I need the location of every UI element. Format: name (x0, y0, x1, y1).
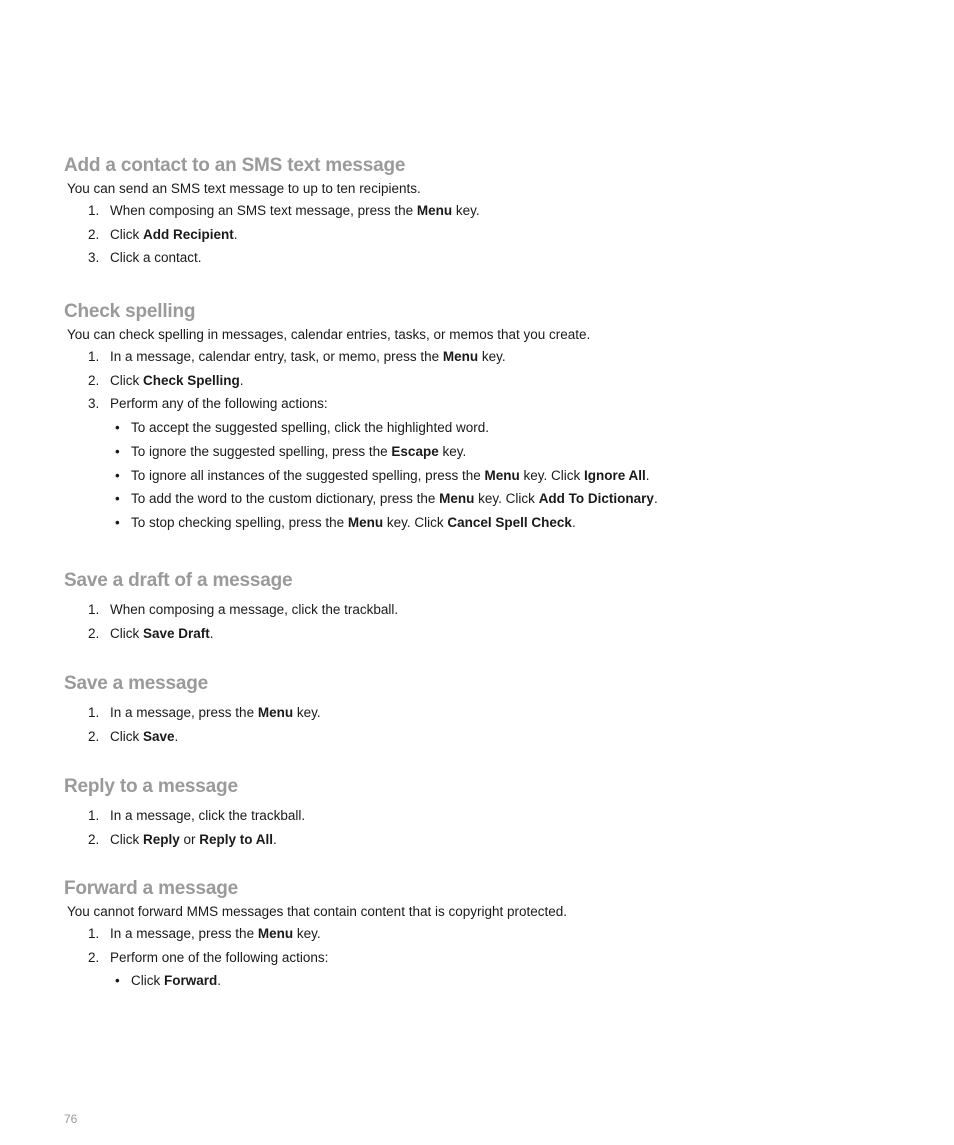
step-text: In a message, click the trackball. (110, 808, 306, 823)
step-text: When composing a message, click the trackball. (110, 602, 399, 617)
step-bold-term: Add Recipient (143, 226, 234, 242)
step-number: 3. (88, 396, 100, 412)
section-intro: You can check spelling in messages, calendar entries, tasks, or memos that you create. (67, 327, 591, 342)
bullet-text: key. Click (474, 491, 539, 507)
section-reply (64, 776, 904, 854)
step-text: In a message, press the (110, 926, 258, 941)
bullet-item (110, 443, 904, 461)
bullet-text: To accept the suggested spelling, click the highlighted word. (131, 419, 489, 435)
step-text: or (179, 831, 200, 847)
bullet-bold-term: Escape (391, 443, 439, 459)
steps-list (64, 807, 904, 849)
step-text: Click (110, 831, 143, 847)
bullet-text: key. (438, 443, 467, 459)
step-number: 1. (88, 349, 100, 364)
step-text: Click (110, 728, 143, 744)
step-text: Click (110, 625, 143, 641)
step-text: When composing an SMS text message, press the (110, 203, 417, 218)
step-text: In a message, press the (110, 705, 258, 720)
bullet-text: . (653, 491, 658, 507)
step-text: Click (110, 226, 143, 242)
step-item (64, 807, 904, 825)
step-number: 2. (88, 949, 100, 965)
step-item (64, 601, 904, 619)
step-item (64, 625, 904, 643)
bullet-item (110, 490, 904, 508)
step-number: 2. (88, 372, 100, 388)
step-number: 2. (88, 728, 100, 744)
step-number: 3. (88, 250, 100, 266)
step-bold-term: Save Draft (143, 625, 210, 641)
bullet-text: To ignore the suggested spelling, press the (131, 443, 392, 459)
bullet-bold-term: Menu (484, 467, 520, 483)
step-text: . (239, 372, 244, 388)
steps-list (64, 704, 904, 746)
bullet-icon: • (115, 515, 120, 531)
step-item (64, 372, 904, 390)
section-title: Save a message (64, 673, 209, 694)
section-title: Check spelling (64, 301, 196, 322)
step-number: 1. (88, 203, 100, 218)
bullet-item (110, 514, 904, 532)
step-number: 1. (88, 808, 100, 823)
step-number: 2. (88, 625, 100, 641)
step-text: key. (478, 349, 506, 364)
bullet-bold-term: Add To Dictionary (538, 491, 654, 507)
step-item (64, 226, 904, 244)
step-bold-term: Menu (257, 705, 294, 720)
steps-list (64, 202, 904, 267)
step-bold-term: Menu (416, 203, 453, 218)
step-number: 2. (88, 226, 100, 242)
step-item (64, 831, 904, 849)
step-text: . (174, 728, 179, 744)
bullet-text: key. Click (383, 515, 448, 531)
bullet-text: Click (131, 973, 164, 989)
section-intro: You can send an SMS text message to up to ten recipients. (67, 181, 421, 196)
bullet-icon: • (115, 443, 120, 459)
steps-list (64, 925, 904, 990)
bullet-icon: • (115, 467, 120, 483)
section-save-message (64, 673, 904, 751)
bullet-text: . (645, 467, 650, 483)
step-bold-term: Menu (442, 349, 479, 364)
section-check-spelling (64, 301, 904, 538)
step-bold-term: Menu (257, 926, 294, 941)
step-text: key. (293, 705, 321, 720)
bullet-icon: • (115, 973, 120, 989)
bullet-text: To add the word to the custom dictionary, press the (131, 491, 440, 507)
bullet-list (110, 419, 904, 533)
bullet-icon: • (115, 491, 120, 507)
section-title: Reply to a message (64, 776, 238, 797)
bullet-text: key. Click (519, 467, 584, 483)
step-text: key. (293, 926, 321, 941)
bullet-text: . (217, 973, 222, 989)
bullet-list (110, 972, 904, 990)
step-text: Perform any of the following actions: (110, 396, 328, 412)
step-text: Click (110, 372, 143, 388)
bullet-bold-term: Cancel Spell Check (447, 515, 572, 531)
step-number: 1. (88, 705, 100, 720)
step-bold-term: Save (143, 728, 175, 744)
step-text: Perform one of the following actions: (110, 949, 329, 965)
step-text: In a message, calendar entry, task, or memo, press the (110, 349, 443, 364)
step-item (64, 704, 904, 722)
step-number: 1. (88, 926, 100, 941)
steps-list (64, 601, 904, 643)
step-item (64, 395, 904, 532)
step-bold-term: Reply to All (199, 831, 274, 847)
step-number: 1. (88, 602, 100, 617)
step-text: . (209, 625, 214, 641)
bullet-bold-term: Forward (164, 973, 218, 989)
section-title: Save a draft of a message (64, 570, 293, 591)
bullet-item (110, 419, 904, 437)
bullet-bold-term: Menu (439, 491, 475, 507)
step-item (64, 202, 904, 220)
step-bold-term: Reply (143, 831, 180, 847)
step-number: 2. (88, 831, 100, 847)
bullet-item (110, 972, 904, 990)
bullet-icon: • (115, 419, 120, 435)
bullet-text: To ignore all instances of the suggested spelling, press the (131, 467, 485, 483)
section-title: Forward a message (64, 878, 239, 899)
bullet-text: . (571, 515, 576, 531)
section-title: Add a contact to an SMS text message (64, 155, 406, 176)
bullet-item (110, 467, 904, 485)
step-text: . (273, 831, 277, 847)
bullet-bold-term: Ignore All (583, 467, 646, 483)
step-text: Click a contact. (110, 250, 202, 266)
step-bold-term: Check Spelling (143, 372, 240, 388)
step-item (64, 949, 904, 991)
step-item (64, 249, 904, 267)
step-item (64, 348, 904, 366)
section-add-contact (64, 155, 904, 273)
bullet-bold-term: Menu (347, 515, 384, 531)
step-item (64, 728, 904, 746)
page-number: 76 (64, 1112, 78, 1126)
steps-list (64, 348, 904, 532)
section-forward (64, 878, 904, 996)
section-save-draft (64, 570, 904, 648)
bullet-text: To stop checking spelling, press the (131, 515, 348, 531)
step-text: key. (452, 203, 480, 218)
step-text: . (233, 226, 238, 242)
section-intro: You cannot forward MMS messages that contain content that is copyright protected. (67, 904, 568, 919)
step-item (64, 925, 904, 943)
